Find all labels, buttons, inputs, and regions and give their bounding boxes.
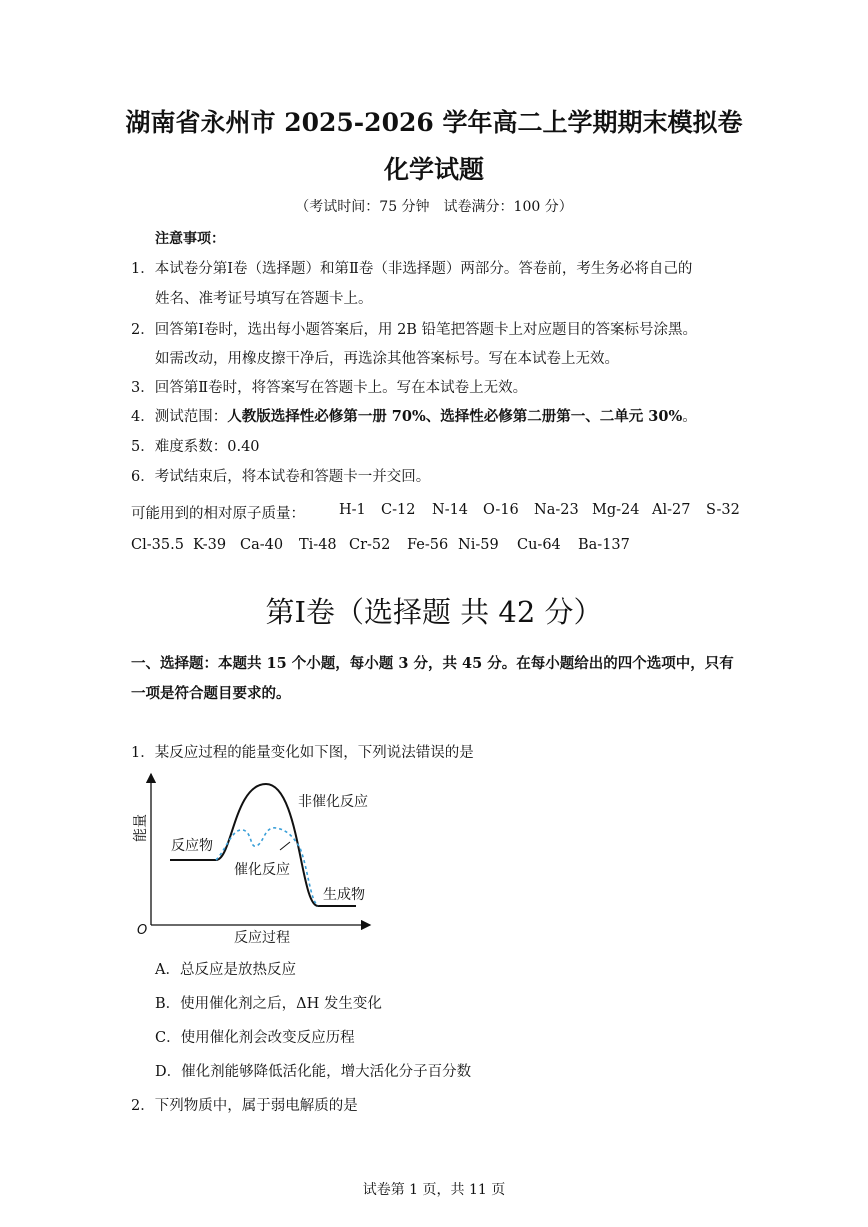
section-title: 第Ⅰ卷（选择题 共 42 分）: [265, 595, 603, 629]
atomic-mass: Ti-48: [299, 537, 337, 553]
exam-info: （考试时间：75 分钟 试卷满分：100 分）: [295, 199, 573, 215]
atomic-mass: Fe-56: [407, 537, 449, 553]
option-d: D．催化剂能够降低活化能，增大活化分子百分数: [155, 1064, 472, 1080]
noncatalyzed-label: 非催化反应: [298, 794, 368, 810]
atomic-mass: Cr-52: [349, 537, 391, 553]
note-item-4: [131, 405, 697, 426]
atomic-mass: H-1: [339, 502, 366, 518]
atomic-mass: K-39: [193, 537, 227, 553]
note-number: 1．: [131, 261, 155, 277]
note-text: 考试结束后，将本试卷和答题卡一并交回。: [154, 469, 431, 485]
note-item-3: [131, 376, 527, 397]
note-item-2-cont: 如需改动，用橡皮擦干净后，再选涂其他答案标号。写在本试卷上无效。: [155, 351, 619, 367]
exam-title: 湖南省永州市 2025-2026 学年高二上学期期末模拟卷: [125, 108, 743, 137]
atomic-mass: Ni-59: [458, 537, 499, 553]
atomic-mass: Ca-40: [240, 537, 284, 553]
option-c: C．使用催化剂会改变反应历程: [155, 1030, 355, 1046]
note-number: 2．: [131, 322, 155, 338]
atomic-mass: O-16: [483, 502, 519, 518]
leader-line: [280, 842, 290, 850]
atomic-mass: Mg-24: [592, 502, 640, 518]
note-number: 5．: [131, 439, 155, 455]
note-item-6: [131, 465, 430, 486]
note-text: 回答第Ⅱ卷时，将答案写在答题卡上。写在本试卷上无效。: [154, 380, 528, 396]
note-item-1: [131, 257, 692, 278]
atomic-mass: Cl-35.5: [131, 537, 184, 553]
catalyzed-label: 催化反应: [234, 862, 290, 878]
note-text: 本试卷分第Ⅰ卷（选择题）和第Ⅱ卷（非选择题）两部分。答卷前，考生务必将自己的: [154, 261, 693, 277]
question-1-stem: 1．某反应过程的能量变化如下图，下列说法错误的是: [131, 745, 474, 761]
atomic-mass: S-32: [706, 502, 740, 518]
page-footer: 试卷第 1 页，共 11 页: [362, 1182, 506, 1198]
note-number: 4．: [131, 409, 155, 425]
note-text: 测试范围：: [154, 409, 228, 425]
atomic-mass: C-12: [381, 502, 416, 518]
atomic-mass: Cu-64: [517, 537, 561, 553]
section-instruction-cont: 一项是符合题目要求的。: [131, 685, 291, 702]
notes-heading: 注意事项：: [155, 231, 225, 247]
origin-label: O: [137, 923, 148, 938]
option-a: A．总反应是放热反应: [155, 962, 296, 978]
atomic-mass: Ba-137: [578, 537, 630, 553]
note-text: 难度系数：0.40: [154, 439, 260, 455]
note-suffix: 。: [682, 409, 697, 425]
energy-diagram: [128, 768, 388, 948]
x-axis-label: 反应过程: [234, 930, 290, 946]
option-b: B．使用催化剂之后，ΔH 发生变化: [155, 996, 382, 1012]
note-item-2: [131, 318, 697, 339]
note-item-5: [131, 435, 260, 456]
atomic-mass: N-14: [432, 502, 469, 518]
atomic-mass: Na-23: [534, 502, 579, 518]
y-axis-label: 能量: [133, 814, 149, 842]
note-text: 回答第Ⅰ卷时，选出每小题答案后，用 2B 铅笔把答题卡上对应题目的答案标号涂黑。: [154, 322, 698, 338]
note-number: 3．: [131, 380, 155, 396]
products-label: 生成物: [323, 887, 365, 903]
note-item-1-cont: 姓名、准考证号填写在答题卡上。: [155, 291, 373, 307]
exam-subtitle: 化学试题: [383, 155, 484, 184]
question-2-stem: 2．下列物质中，属于弱电解质的是: [131, 1098, 358, 1114]
note-bold-text: 人教版选择性必修第一册 70%、选择性必修第二册第一、二单元 30%: [227, 408, 683, 425]
note-number: 6．: [131, 469, 155, 485]
atomic-mass: Al-27: [652, 502, 691, 518]
atomic-mass-label: 可能用到的相对原子质量：: [131, 506, 305, 522]
section-instruction: 一、选择题：本题共 15 个小题，每小题 3 分，共 45 分。在每小题给出的四个选项中，只有: [131, 655, 734, 672]
reactants-label: 反应物: [171, 838, 213, 854]
